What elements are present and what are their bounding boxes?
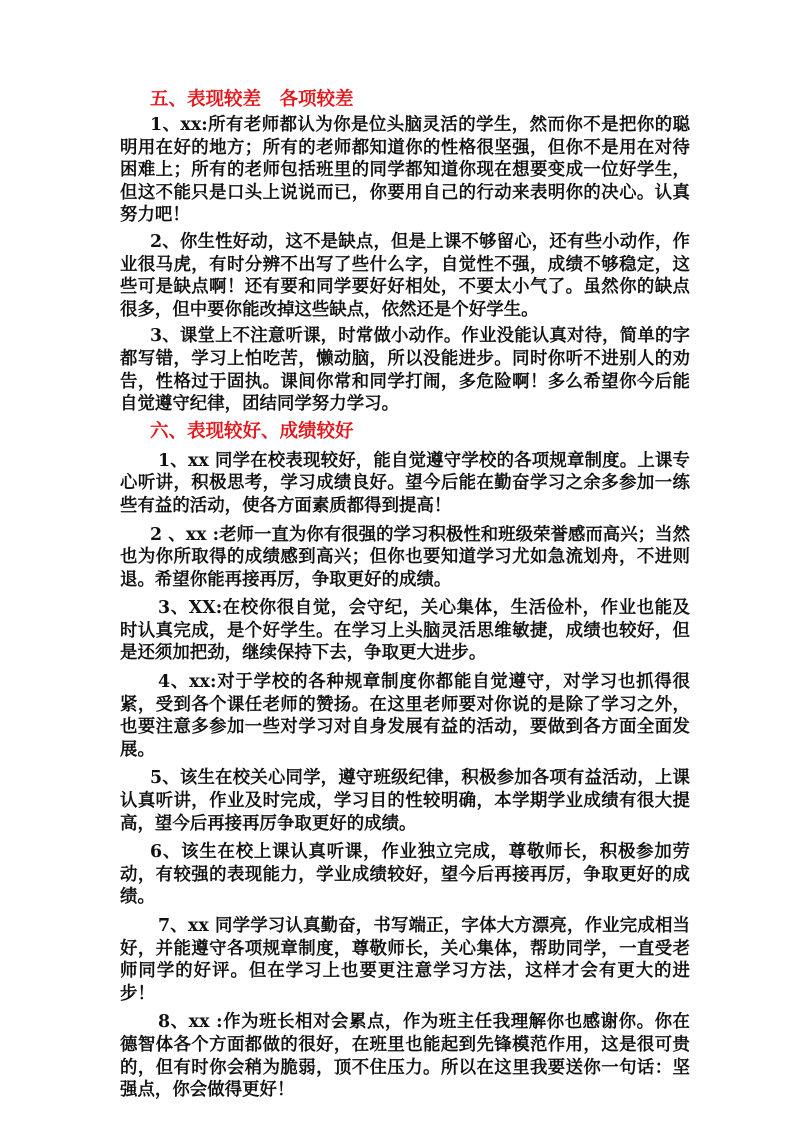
section-6-paragraph-5: 5、该生在校关心同学，遵守班级纪律，积极参加各项有益活动，上课认真听讲，作业及时完成，学习目的性较明确，本学期学业成绩有很大提高，望今后再接再厉争取更好的成绩。: [120, 768, 690, 834]
section-5-paragraph-1: 1、xx:所有老师都认为你是位头脑灵活的学生，然而你不是把你的聪明用在好的地方；所有的老师都知道你的性格很坚强，但你不是用在对待困难上；所有的老师包括班里的同学都知道你现在想要变成一位好学生，但这不能只是口头上说说而已，你要用自己的行动来表明你的决心。认真努力吧！: [120, 115, 690, 226]
section-5-paragraph-3: 3、课堂上不注意听课，时常做小动作。作业没能认真对待，简单的字都写错，学习上怕吃苦，懒动脑，所以没能进步。同时你听不进别人的劝告，性格过于固执。课间你常和同学打闹，多危险啊！多么希望你今后能自觉遵守纪律，团结同学努力学习。: [120, 326, 690, 415]
section-6-paragraph-7: 7、xx 同学学习认真勤奋，书写端正，字体大方漂亮，作业完成相当好，并能遵守各项规章制度，尊敬师长，关心集体，帮助同学，一直受老师同学的好评。但在学习上也要更注意学习方法，这样才会有更大的进步！: [120, 916, 690, 1004]
section-6-paragraph-4: 4、xx:对于学校的各种规章制度你都能自觉遵守，对学习也抓得很紧，受到各个课任老师的赞扬。在这里老师要对你说的是除了学习之外，也要注意多参加一些对学习对自身发展有益的活动，要做到各方面全面发展。: [120, 672, 690, 760]
document-body: [120, 88, 690, 1108]
section-6-paragraph-2: 2 、xx :老师一直为你有很强的学习积极性和班级荣誉感而高兴；当然也为你所取得的成绩感到高兴；但你也要知道学习尤如急流划舟，不进则退。希望你能再接再厉，争取更好的成绩。: [120, 524, 691, 590]
section-5-heading: 五、表现较差 各项较差: [150, 89, 354, 110]
section-6-heading: 六、表现较好、成绩较好: [150, 420, 354, 442]
section-5-paragraph-2: 2、你生性好动，这不是缺点，但是上课不够留心，还有些小动作，作业很马虎，有时分辨不出写了些什么字，自觉性不强，成绩不够稳定，这些可是缺点啊！还有要和同学要好好相处，不要太小气了。虽然你的缺点很多，但中要你能改掉这些缺点，依然还是个好学生。: [120, 231, 690, 320]
section-6-paragraph-1: 1、xx 同学在校表现较好，能自觉遵守学校的各项规章制度。上课专心听讲，积极思考，学习成绩良好。望今后能在勤奋学习之余多参加一练些有益的活动，使各方面素质都得到提高！: [120, 450, 690, 516]
section-6-paragraph-6: 6、该生在校上课认真听课，作业独立完成，尊敬师长，积极参加劳动，有较强的表现能力，学业成绩较好，望今后再接再厉，争取更好的成绩。: [120, 842, 690, 908]
section-6-paragraph-3: 3、XX:在校你很自觉，会守纪，关心集体，生活俭朴，作业也能及时认真完成，是个好学生。在学习上头脑灵活思维敏捷，成绩也较好，但是还须加把劲，继续保持下去，争取更大进步。: [120, 598, 690, 664]
section-6-paragraph-8: 8、xx :作为班长相对会累点，作为班主任我理解你也感谢你。你在德智体各个方面都做的很好，在班里也能起到先锋模范作用，这是很可贵的，但有时你会稍为脆弱，顶不住压力。所以在这里我要送你一句话：坚强点，你会做得更好！: [120, 1012, 690, 1101]
